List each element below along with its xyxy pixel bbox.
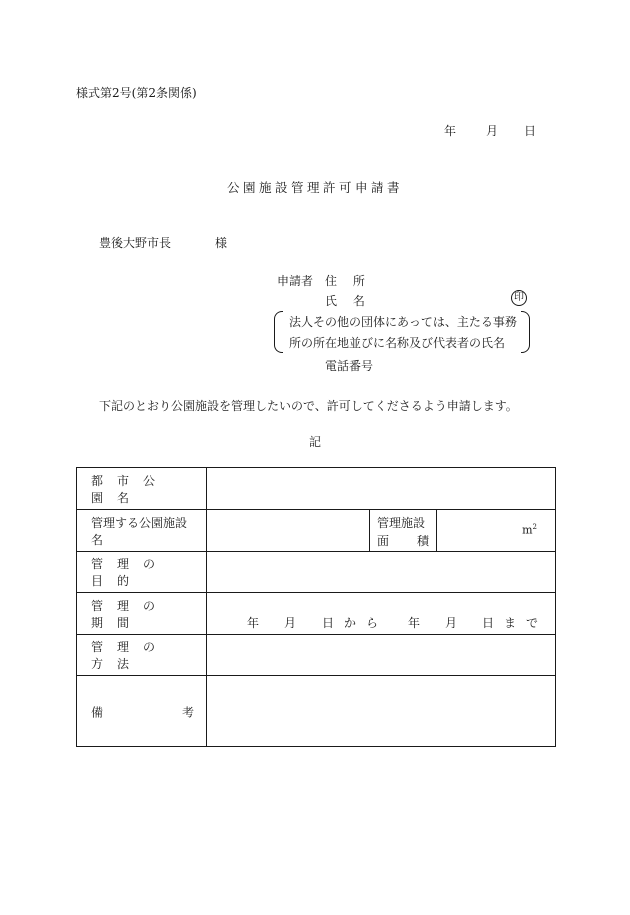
date-year: 年	[444, 124, 457, 138]
document-title: 公園施設管理許可申請書	[226, 180, 403, 195]
label-cell	[77, 593, 207, 634]
note-line-1: 法人その他の団体にあっては、主たる事務	[289, 315, 517, 329]
row-period	[77, 593, 555, 635]
left-bracket	[274, 311, 283, 353]
period-day-from: 日から	[322, 615, 389, 630]
label-cell	[77, 510, 207, 551]
area-label-char: 積	[416, 534, 429, 548]
date-line	[444, 122, 536, 139]
addressee-name: 豊後大野市長	[99, 236, 172, 250]
period-day-to: 日まで	[482, 615, 549, 630]
addressee-honorific: 様	[215, 236, 228, 250]
application-table	[76, 467, 556, 747]
period-year-from: 年	[247, 615, 260, 630]
date-month: 月	[486, 124, 499, 138]
right-bracket	[521, 311, 530, 353]
applicant-label: 申請者	[277, 274, 314, 288]
row-label	[91, 703, 194, 720]
area-label-char: 面	[377, 534, 390, 548]
row-purpose	[77, 552, 555, 593]
divider	[436, 510, 437, 551]
label-cell	[77, 468, 207, 509]
row-method	[77, 635, 555, 676]
period-month-to: 月	[445, 615, 458, 630]
name-label: 氏 名	[325, 294, 371, 308]
form-number: 様式第2号(第2条関係)	[76, 86, 197, 100]
date-day: 日	[524, 124, 537, 138]
row-label: 管理の目的	[91, 557, 170, 588]
body-text: 下記のとおり公園施設を管理したいので、許可してくださるよう申請します。	[99, 399, 518, 413]
label-cell	[77, 552, 207, 592]
row-label: 管理の期間	[91, 598, 170, 630]
area-unit	[522, 523, 537, 537]
period-year-to: 年	[408, 615, 421, 630]
area-label-line2	[377, 532, 429, 550]
row-label: 都市公園名	[91, 473, 170, 505]
row-label: 管理の方法	[91, 640, 170, 671]
seal-mark: 印	[511, 290, 527, 306]
remarks-char: 考	[181, 705, 194, 719]
row-facility-name	[77, 510, 555, 552]
unit-text: m	[522, 523, 533, 537]
area-label	[377, 514, 429, 550]
divider	[369, 510, 370, 551]
phone-label: 電話番号	[325, 359, 374, 373]
ki-heading: 記	[308, 435, 321, 449]
area-label-line1: 管理施設	[377, 516, 426, 530]
period-month-from: 月	[284, 615, 297, 630]
label-cell	[77, 676, 207, 747]
address-label: 住 所	[325, 274, 371, 288]
unit-sup: 2	[532, 523, 537, 531]
row-label: 管理する公園施設名	[91, 515, 188, 547]
note-line-2: 所の所在地並びに名称及び代表者の氏名	[289, 336, 506, 350]
row-remarks	[77, 676, 555, 747]
label-cell	[77, 635, 207, 675]
row-park-name	[77, 468, 555, 510]
remarks-char: 備	[91, 705, 104, 719]
addressee	[99, 234, 227, 251]
